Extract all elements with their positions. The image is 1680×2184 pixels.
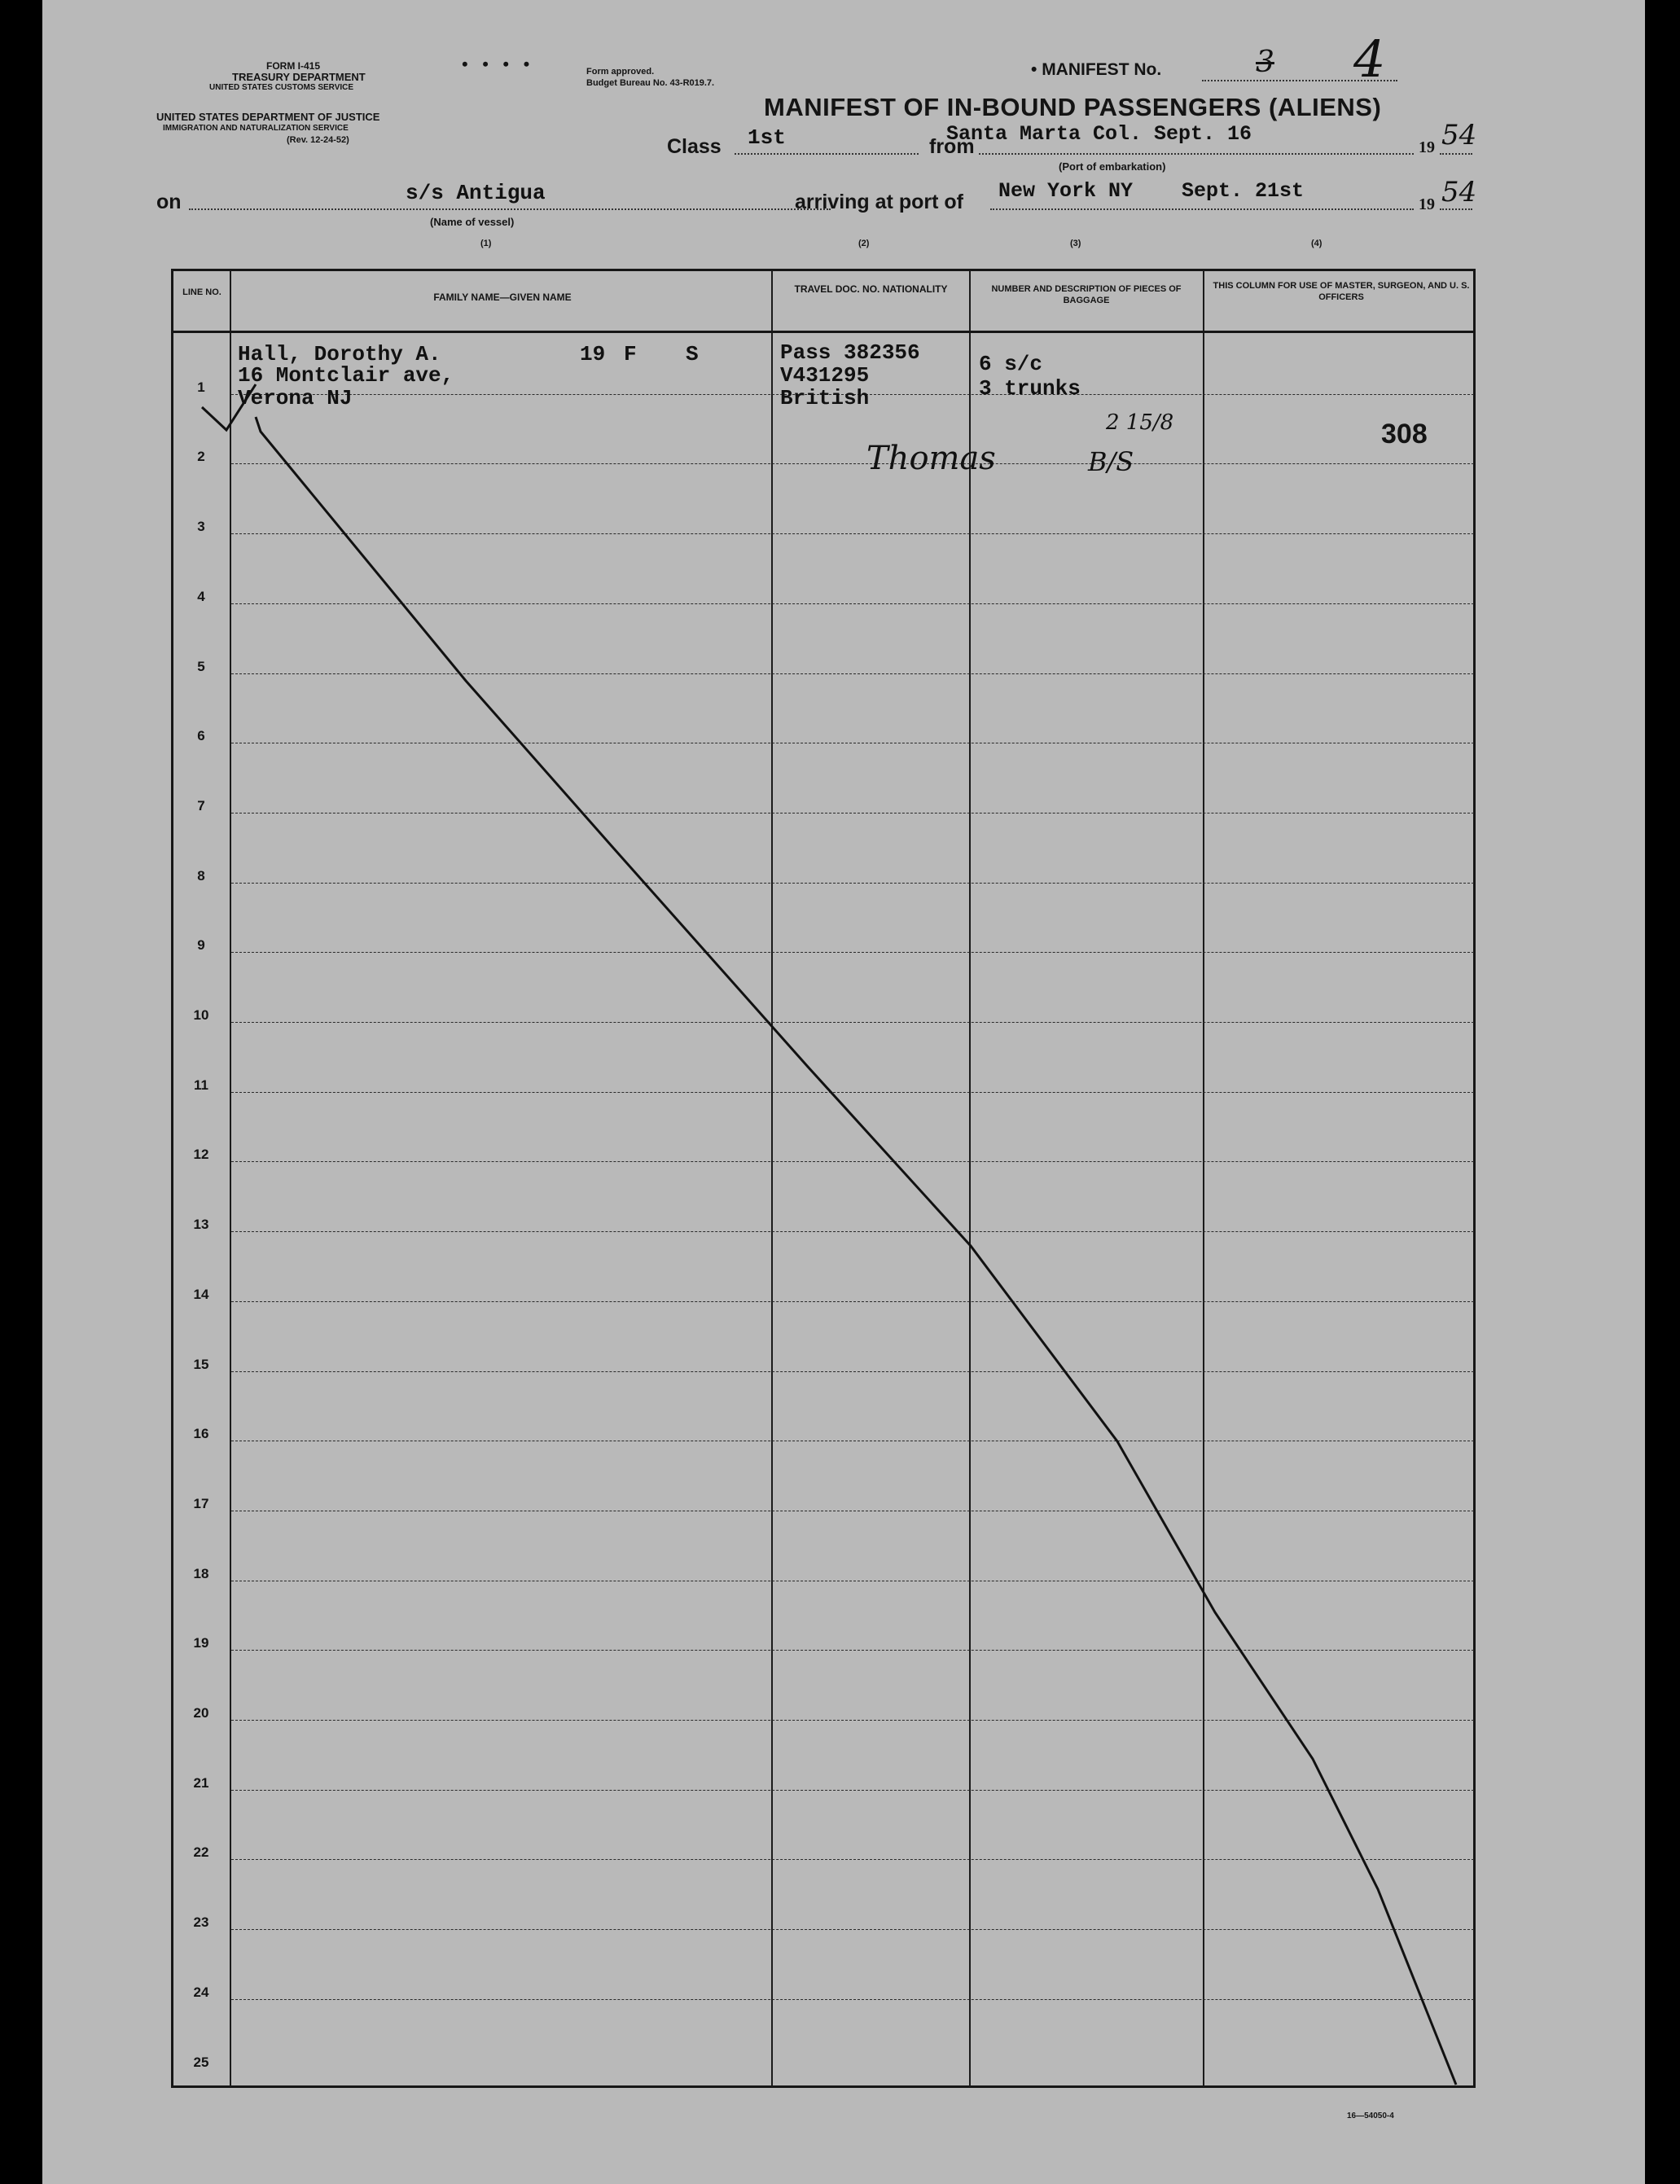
entry-baggage-trunks: 3 trunks	[979, 376, 1081, 401]
line-number: 4	[197, 588, 205, 604]
row-rule	[231, 952, 1474, 953]
manifest-no-value: 4	[1353, 29, 1386, 89]
col-header-travel-doc: TRAVEL DOC. NO. NATIONALITY	[794, 283, 948, 295]
form-revision: (Rev. 12-24-52)	[287, 135, 349, 145]
line-number: 24	[193, 1984, 209, 2000]
entry-marital-status: S	[686, 342, 699, 366]
line-number: 16	[193, 1426, 209, 1442]
col-divider-name	[230, 270, 231, 2086]
arrival-value: New York NY Sept. 21st	[998, 179, 1305, 203]
entry-baggage-note: 2 15/8	[1106, 410, 1174, 435]
justice-department: UNITED STATES DEPARTMENT OF JUSTICE	[156, 111, 380, 123]
line-number: 2	[197, 449, 205, 465]
line-number: 3	[197, 519, 205, 535]
line-number: 11	[194, 1077, 208, 1093]
col-header-officers: THIS COLUMN FOR USE OF MASTER, SURGEON, AND U. S. OFFICERS	[1213, 281, 1470, 302]
entry-passport: Pass 382356	[780, 340, 920, 365]
header-rule	[173, 331, 1474, 333]
vessel-caption: (Name of vessel)	[430, 216, 515, 228]
line-number: 22	[193, 1844, 209, 1861]
row-rule	[231, 813, 1474, 814]
row-rule	[231, 1790, 1474, 1791]
from-line	[979, 153, 1414, 155]
row-rule	[231, 603, 1474, 604]
col-ref-4: (4)	[1311, 239, 1323, 248]
from-value: Santa Marta Col. Sept. 16	[946, 122, 1252, 146]
line-number: 9	[197, 937, 205, 954]
row-rule	[231, 1301, 1474, 1302]
line-number: 10	[193, 1007, 209, 1023]
row-rule	[231, 1231, 1474, 1232]
row-rule	[231, 1720, 1474, 1721]
budget-bureau: Budget Bureau No. 43-R019.7.	[586, 78, 715, 88]
col-ref-1: (1)	[480, 239, 492, 248]
col-header-name: FAMILY NAME—GIVEN NAME	[433, 292, 572, 303]
vessel-value: s/s Antigua	[406, 181, 546, 205]
year-value-2: 54	[1441, 176, 1477, 208]
line-number: 14	[193, 1286, 209, 1302]
col-divider-doc	[771, 270, 773, 2086]
entry-sex: F	[624, 342, 637, 366]
line-number: 8	[197, 867, 205, 884]
officer-number: 308	[1381, 419, 1428, 450]
entry-address-street: 16 Montclair ave,	[238, 363, 454, 388]
class-line	[735, 153, 919, 155]
line-number: 17	[193, 1495, 209, 1511]
officer-signature-initials: B/S	[1088, 446, 1134, 477]
entry-baggage-suitcases: 6 s/c	[979, 352, 1043, 376]
entry-visa: V431295	[780, 363, 870, 388]
line-number: 20	[193, 1705, 209, 1721]
year-prefix-1: 19	[1419, 138, 1435, 156]
row-rule	[231, 1371, 1474, 1372]
line-number: 1	[197, 379, 205, 395]
line-number: 21	[193, 1774, 209, 1791]
line-number: 5	[197, 658, 205, 674]
class-label: Class	[667, 135, 722, 158]
year-line-1	[1440, 153, 1472, 155]
row-rule	[231, 1999, 1474, 2000]
class-value: 1st	[748, 125, 786, 150]
ins-service: IMMIGRATION AND NATURALIZATION SERVICE	[163, 124, 349, 133]
arrival-line	[990, 208, 1414, 210]
row-rule	[231, 1650, 1474, 1651]
port-embarkation-caption: (Port of embarkation)	[1059, 160, 1166, 173]
row-rule	[231, 1092, 1474, 1093]
manifest-table	[171, 269, 1476, 2088]
year-line-2	[1440, 208, 1472, 210]
manifest-no-struck: 3	[1256, 46, 1274, 79]
row-rule	[231, 1022, 1474, 1023]
year-value-1: 54	[1441, 119, 1477, 151]
col-header-line-no: LINE NO.	[182, 287, 222, 297]
on-label: on	[156, 191, 182, 213]
line-number: 18	[193, 1565, 209, 1581]
from-label: from	[929, 135, 975, 158]
entry-nationality: British	[780, 386, 870, 410]
manifest-sheet	[42, 0, 1645, 2184]
col-header-baggage: NUMBER AND DESCRIPTION OF PIECES OF BAGGAGE	[991, 284, 1182, 305]
officer-signature: Thomas	[866, 440, 996, 477]
form-number: FORM I-415	[266, 60, 321, 72]
bullet: •	[1031, 60, 1042, 79]
col-divider-baggage	[969, 270, 971, 2086]
row-rule	[231, 533, 1474, 534]
line-number: 25	[193, 2054, 209, 2070]
row-rule	[231, 1859, 1474, 1860]
entry-age: 19	[580, 342, 606, 366]
row-rule	[231, 1161, 1474, 1162]
form-approved: Form approved.	[586, 67, 655, 77]
year-prefix-2: 19	[1419, 195, 1435, 213]
vessel-line	[189, 208, 831, 210]
line-number: 19	[193, 1635, 209, 1651]
line-number: 6	[197, 728, 205, 744]
line-number: 23	[193, 1914, 209, 1931]
row-rule	[231, 883, 1474, 884]
manifest-no-label: • MANIFEST No.	[1031, 60, 1162, 79]
line-number: 12	[193, 1147, 209, 1163]
row-rule	[231, 1929, 1474, 1930]
line-number: 7	[197, 797, 205, 814]
row-rule	[231, 463, 1474, 464]
page-title: MANIFEST OF IN-BOUND PASSENGERS (ALIENS)	[764, 93, 1382, 121]
entry-address-city: Verona NJ	[238, 386, 353, 410]
treasury-department: TREASURY DEPARTMENT	[232, 71, 366, 83]
col-ref-3: (3)	[1070, 239, 1081, 248]
col-ref-2: (2)	[858, 239, 870, 248]
footer-code: 16—54050-4	[1347, 2112, 1394, 2120]
line-number: 15	[193, 1356, 209, 1372]
row-rule	[231, 673, 1474, 674]
customs-service: UNITED STATES CUSTOMS SERVICE	[209, 83, 354, 92]
entry-name: Hall, Dorothy A.	[238, 342, 441, 366]
col-divider-officers	[1203, 270, 1204, 2086]
line-number: 13	[193, 1217, 209, 1233]
decorative-dots: • • • •	[462, 54, 535, 74]
arriving-label: arriving at port of	[795, 191, 963, 213]
